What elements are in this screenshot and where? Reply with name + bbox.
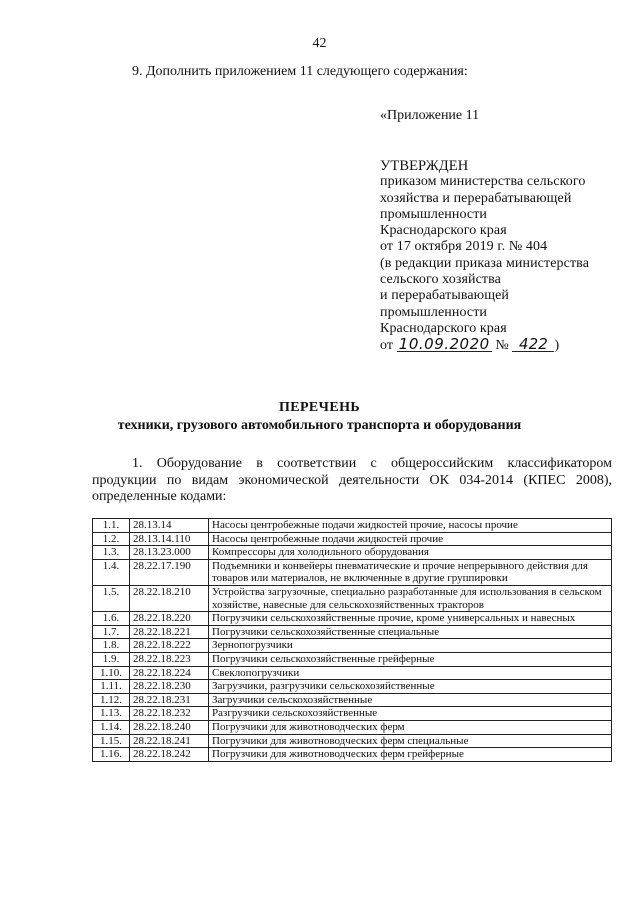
row-name: Погрузчики для животноводческих ферм грейферные	[209, 748, 612, 762]
row-name: Погрузчики сельскохозяйственные грейферные	[209, 652, 612, 666]
row-code: 28.22.18.230	[130, 680, 209, 694]
row-code: 28.22.17.190	[130, 559, 209, 585]
approval-block	[380, 158, 589, 355]
approval-line: Краснодарского края	[380, 223, 507, 239]
row-number: 1.12.	[93, 693, 130, 707]
row-number: 1.14.	[93, 720, 130, 734]
table-row	[93, 707, 612, 721]
table-row	[93, 720, 612, 734]
row-number: 1.1.	[93, 519, 130, 533]
row-name: Насосы центробежные подачи жидкостей прочие, насосы прочие	[209, 519, 612, 533]
row-name: Погрузчики для животноводческих ферм специальные	[209, 734, 612, 748]
row-name: Зернопогрузчики	[209, 639, 612, 653]
approval-date-line	[380, 337, 589, 354]
row-number: 1.4.	[93, 559, 130, 585]
approval-line: Краснодарского края	[380, 320, 507, 336]
row-code: 28.13.14	[130, 519, 209, 533]
row-name: Загрузчики, разгрузчики сельскохозяйственные	[209, 680, 612, 694]
paragraph-text: 1. Оборудование в соответствии с общероссийским классификатором продукции по видам экономической деятельности ОК 034-2014 (КПЕС 2008), определенные кодами:	[92, 456, 612, 504]
row-code: 28.22.18.223	[130, 652, 209, 666]
document-title: ПЕРЕЧЕНЬ	[278, 400, 361, 415]
row-name: Погрузчики сельскохозяйственные прочие, кроме универсальных и навесных	[209, 612, 612, 626]
approval-line: хозяйства и перерабатывающей	[380, 190, 572, 206]
row-code: 28.22.18.224	[130, 666, 209, 680]
approval-line: (в редакции приказа министерства	[380, 255, 590, 271]
table-row	[93, 693, 612, 707]
row-name: Свеклопогрузчики	[209, 666, 612, 680]
row-number: 1.5.	[93, 585, 130, 611]
approval-line: от 17 октября 2019 г. № 404	[380, 239, 548, 255]
row-code: 28.22.18.240	[130, 720, 209, 734]
table-row	[93, 559, 612, 585]
table-row	[93, 519, 612, 533]
row-name: Загрузчики сельскохозяйственные	[209, 693, 612, 707]
table-row	[93, 748, 612, 762]
table-row	[93, 652, 612, 666]
approval-line: приказом министерства сельского	[380, 174, 586, 190]
row-code: 28.22.18.231	[130, 693, 209, 707]
row-number: 1.8.	[93, 639, 130, 653]
table-row	[93, 666, 612, 680]
approval-line: и перерабатывающей	[380, 288, 510, 304]
row-number: 1.7.	[93, 625, 130, 639]
table-row	[93, 532, 612, 546]
table-row	[93, 585, 612, 611]
appendix-label: «Приложение 11	[380, 108, 480, 123]
row-number: 1.13.	[93, 707, 130, 721]
row-number: 1.11.	[93, 680, 130, 694]
row-code: 28.13.14.110	[130, 532, 209, 546]
row-name: Погрузчики для животноводческих ферм	[209, 720, 612, 734]
table-row	[93, 625, 612, 639]
row-name: Разгрузчики сельскохозяйственные	[209, 707, 612, 721]
row-number: 1.9.	[93, 652, 130, 666]
row-code: 28.22.18.232	[130, 707, 209, 721]
handwritten-number: 422	[512, 337, 554, 352]
row-code: 28.22.18.210	[130, 585, 209, 611]
row-code: 28.22.18.241	[130, 734, 209, 748]
table-row	[93, 639, 612, 653]
row-name: Погрузчики сельскохозяйственные специальные	[209, 625, 612, 639]
approval-line: промышленности	[380, 304, 488, 320]
row-code: 28.22.18.242	[130, 748, 209, 762]
row-name: Насосы центробежные подачи жидкостей прочие	[209, 532, 612, 546]
handwritten-date: 10.09.2020	[397, 337, 492, 352]
equipment-table	[92, 518, 612, 762]
document-subtitle: техники, грузового автомобильного транспорта и оборудования	[117, 418, 522, 433]
closing-bracket: )	[554, 338, 560, 354]
row-number: 1.3.	[93, 546, 130, 560]
approval-title: УТВЕРЖДЕН	[380, 158, 469, 174]
section-paragraph	[92, 456, 612, 506]
table-row	[93, 680, 612, 694]
row-number: 1.16.	[93, 748, 130, 762]
row-code: 28.22.18.220	[130, 612, 209, 626]
approval-line: сельского хозяйства	[380, 272, 501, 288]
row-number: 1.10.	[93, 666, 130, 680]
row-code: 28.22.18.221	[130, 625, 209, 639]
row-number: 1.2.	[93, 532, 130, 546]
table-row	[93, 546, 612, 560]
row-name: Подъемники и конвейеры пневматические и прочие непрерывного действия для товаров или материалов, не включенные в другие группировки	[209, 559, 612, 585]
row-number: 1.15.	[93, 734, 130, 748]
from-label: от	[380, 338, 394, 354]
row-name: Устройства загрузочные, специально разработанные для использования в сельском хозяйстве, навесные для сельскохозяйственных тракторов	[209, 585, 612, 611]
table-row	[93, 734, 612, 748]
row-number: 1.6.	[93, 612, 130, 626]
page-number: 42	[312, 36, 327, 51]
table-row	[93, 612, 612, 626]
row-code: 28.22.18.222	[130, 639, 209, 653]
intro-line: 9. Дополнить приложением 11 следующего содержания:	[132, 64, 468, 79]
row-code: 28.13.23.000	[130, 546, 209, 560]
row-name: Компрессоры для холодильного оборудования	[209, 546, 612, 560]
number-label: №	[495, 338, 509, 354]
approval-line: промышленности	[380, 206, 488, 222]
